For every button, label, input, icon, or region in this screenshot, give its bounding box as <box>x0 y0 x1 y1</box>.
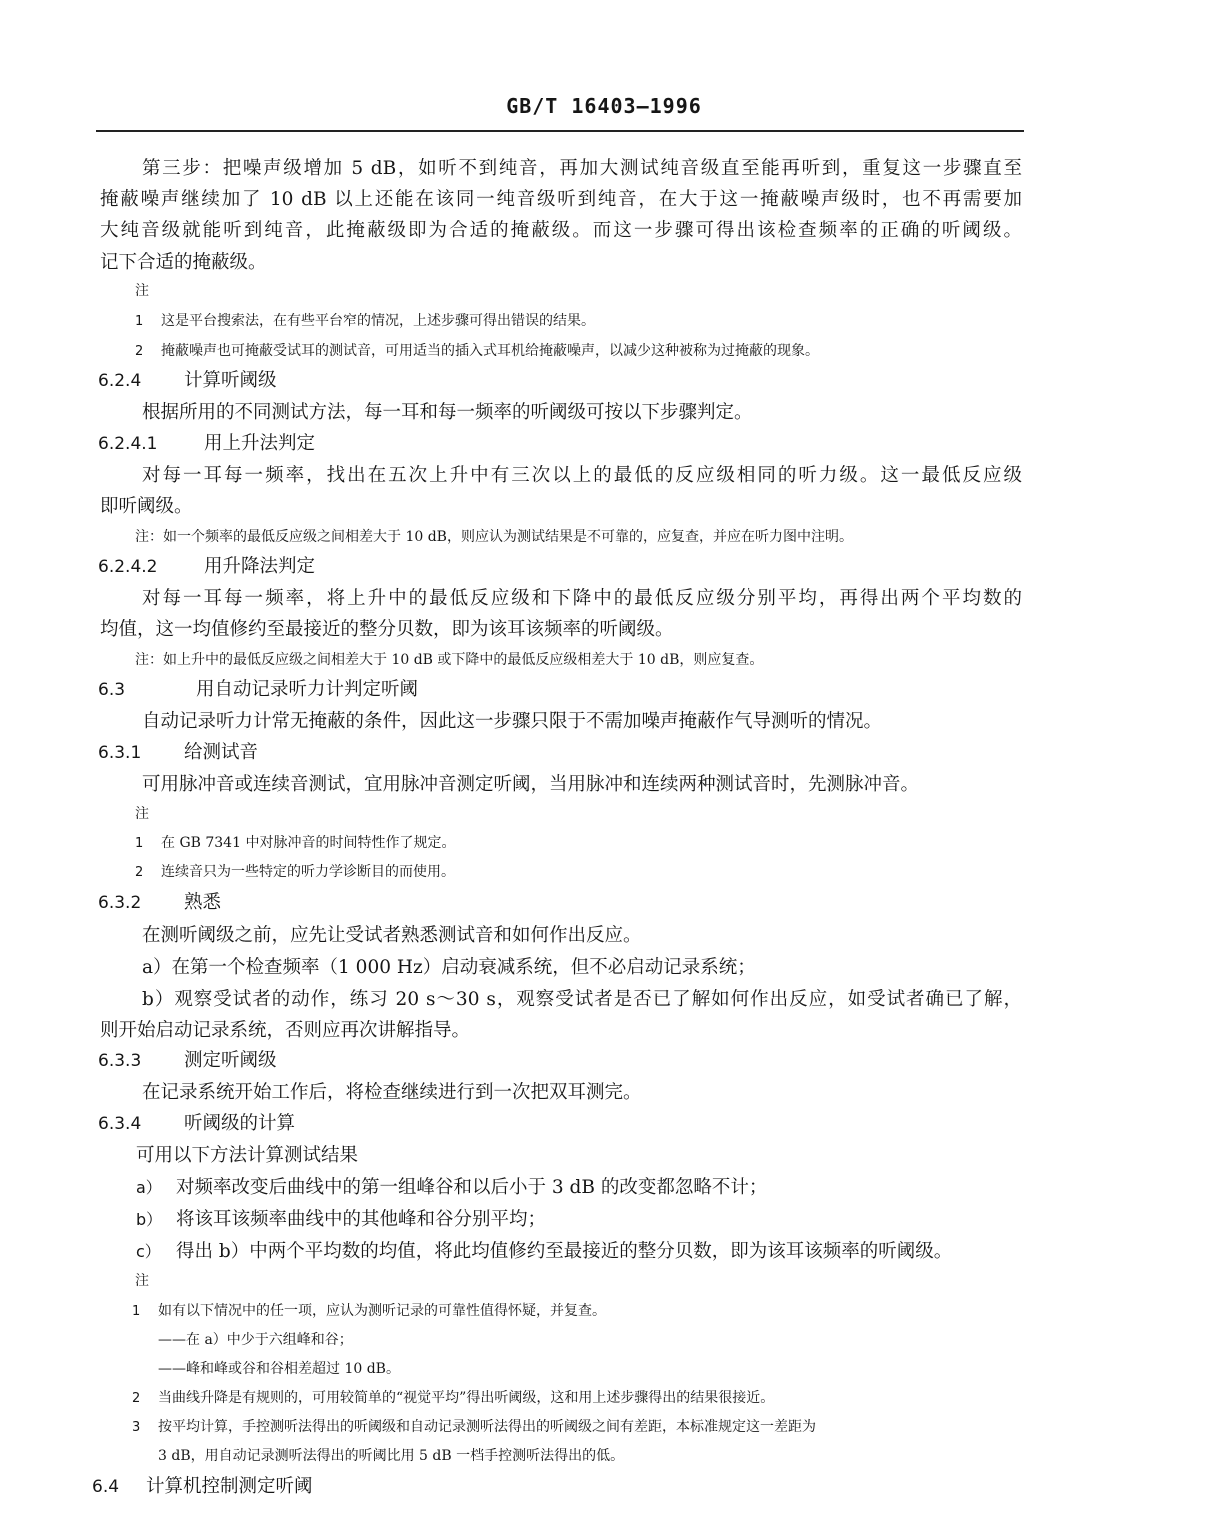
body-text: 自动记录听力计常无掩蔽的条件，因此这一步骤只限于不需加噪声掩蔽作气导测听的情况。 <box>142 711 883 732</box>
section-number: 6.2.4 <box>98 371 142 391</box>
section-title: 测定听阈级 <box>184 1050 277 1071</box>
section-number: 6.3 <box>98 680 126 700</box>
body-text: 对每一耳每一频率，将上升中的最低反应级和下降中的最低反应级分别平均，再得出两个平均数的 <box>142 588 1022 609</box>
note-item <box>135 836 455 850</box>
note-text: 注：如一个频率的最低反应级之间相差大于 10 dB，则应认为测试结果是不可靠的，应复查，并应在听力图中注明。 <box>135 529 853 545</box>
section-heading <box>98 1052 277 1071</box>
body-text: 记下合适的掩蔽级。 <box>100 252 267 273</box>
list-item <box>136 1211 546 1230</box>
body-text: 在记录系统开始工作后，将检查继续进行到一次把双耳测完。 <box>142 1082 642 1103</box>
note-text: 连续音只为一些特定的听力学诊断目的而使用。 <box>161 864 455 880</box>
body-text: 在测听阈级之前，应先让受试者熟悉测试音和如何作出反应。 <box>142 925 642 946</box>
list-text: 对频率改变后曲线中的第一组峰谷和以后小于 3 dB 的改变都忽略不计； <box>176 1177 768 1198</box>
note-item <box>135 865 455 879</box>
section-number: 6.3.1 <box>98 743 142 763</box>
note-text: 如有以下情况中的任一项，应认为测听记录的可靠性值得怀疑，并复查。 <box>158 1303 606 1319</box>
note-text: 这是平台搜索法，在有些平台窄的情况，上述步骤可得出错误的结果。 <box>161 313 595 329</box>
list-item <box>136 1243 952 1262</box>
section-title: 用上升法判定 <box>204 433 316 454</box>
note-subitem: ——在 a）中少于六组峰和谷； <box>158 1332 353 1348</box>
list-item: b）观察受试者的动作，练习 20 s～30 s，观察受试者是否已了解如何作出反应，如受试者确已了解， <box>142 989 1022 1010</box>
note-label: 注 <box>135 806 149 822</box>
note-item <box>132 1304 606 1318</box>
body-text: 第三步：把噪声级增加 5 dB，如听不到纯音，再加大测试纯音级直至能再听到，重复这一步骤直至 <box>142 158 1022 179</box>
note-number: 2 <box>132 1391 141 1406</box>
list-tag: b） <box>136 1210 163 1229</box>
note-item <box>135 344 819 358</box>
section-heading <box>92 1478 313 1497</box>
section-title: 听阈级的计算 <box>184 1113 296 1134</box>
note-number: 3 <box>132 1420 141 1435</box>
section-title: 给测试音 <box>184 742 259 763</box>
section-title: 计算听阈级 <box>184 370 277 391</box>
section-title: 用升降法判定 <box>204 556 316 577</box>
section-title: 计算机控制测定听阈 <box>146 1476 313 1497</box>
body-text: 均值，这一均值修约至最接近的整分贝数，即为该耳该频率的听阈级。 <box>100 619 674 640</box>
list-item-continued: 则开始启动记录系统，否则应再次讲解指导。 <box>100 1020 471 1041</box>
body-text: 即听阈级。 <box>100 496 193 517</box>
section-heading <box>98 372 277 391</box>
body-text: 对每一耳每一频率，找出在五次上升中有三次以上的最低的反应级相同的听力级。这一最低反应级 <box>142 465 1022 486</box>
note-item <box>132 1420 816 1434</box>
body-text: 大纯音级就能听到纯音，此掩蔽级即为合适的掩蔽级。而这一步骤可得出该检查频率的正确的听阈级。 <box>100 220 1022 241</box>
body-text: 可用脉冲音或连续音测试，宜用脉冲音测定听阈，当用脉冲和连续两种测试音时，先测脉冲音。 <box>142 774 920 795</box>
list-item <box>136 1179 767 1198</box>
list-item: a）在第一个检查频率（1 000 Hz）启动衰减系统，但不必启动记录系统； <box>142 957 756 978</box>
section-heading <box>98 681 418 700</box>
list-tag: a） <box>136 1178 162 1197</box>
section-number: 6.3.2 <box>98 893 142 913</box>
note-number: 1 <box>135 836 144 851</box>
section-heading <box>98 435 315 454</box>
section-heading <box>98 744 258 763</box>
note-text: 掩蔽噪声也可掩蔽受试耳的测试音，可用适当的插入式耳机给掩蔽噪声，以减少这种被称为过掩蔽的现象。 <box>161 343 819 359</box>
body-text: 根据所用的不同测试方法，每一耳和每一频率的听阈级可按以下步骤判定。 <box>142 402 753 423</box>
note-text: 在 GB 7341 中对脉冲音的时间特性作了规定。 <box>161 835 456 851</box>
section-number: 6.3.3 <box>98 1051 142 1071</box>
list-tag: c） <box>136 1242 161 1261</box>
note-text: 按平均计算，手控测听法得出的听阈级和自动记录测听法得出的听阈级之间有差距，本标准规定这一差距为 <box>158 1419 816 1435</box>
section-number: 6.4 <box>92 1477 120 1497</box>
note-text-continued: 3 dB，用自动记录测听法得出的听阈比用 5 dB 一档手控测听法得出的低。 <box>158 1448 625 1464</box>
note-text: 注：如上升中的最低反应级之间相差大于 10 dB 或下降中的最低反应级相差大于 10 dB，则应复查。 <box>135 652 764 668</box>
section-title: 熟悉 <box>184 892 222 913</box>
note-item <box>135 314 595 328</box>
section-title: 用自动记录听力计判定听阈 <box>196 679 419 700</box>
note-label: 注 <box>135 283 149 299</box>
note-item <box>132 1391 774 1405</box>
note-label: 注 <box>135 1273 149 1289</box>
note-subitem: ——峰和峰或谷和谷相差超过 10 dB。 <box>158 1361 400 1377</box>
list-text: 将该耳该频率曲线中的其他峰和谷分别平均； <box>176 1209 547 1230</box>
note-number: 2 <box>135 865 144 880</box>
body-text: 掩蔽噪声继续加了 10 dB 以上还能在该同一纯音级听到纯音，在大于这一掩蔽噪声级时，也不再需要加 <box>100 189 1022 210</box>
section-heading <box>98 894 221 913</box>
section-number: 6.2.4.2 <box>98 557 158 577</box>
body-text: 可用以下方法计算测试结果 <box>136 1145 359 1166</box>
section-number: 6.2.4.1 <box>98 434 158 454</box>
note-number: 1 <box>135 314 144 329</box>
document-header: GB/T 16403—1996 <box>506 94 702 118</box>
note-number: 2 <box>135 344 144 359</box>
note-number: 1 <box>132 1304 141 1319</box>
list-text: 得出 b）中两个平均数的均值，将此均值修约至最接近的整分贝数，即为该耳该频率的听阈级。 <box>176 1241 953 1262</box>
section-number: 6.3.4 <box>98 1114 142 1134</box>
note-text: 当曲线升降是有规则的，可用较简单的“视觉平均”得出听阈级，这和用上述步骤得出的结果很接近。 <box>158 1390 775 1406</box>
section-heading <box>98 1115 295 1134</box>
section-heading <box>98 558 315 577</box>
